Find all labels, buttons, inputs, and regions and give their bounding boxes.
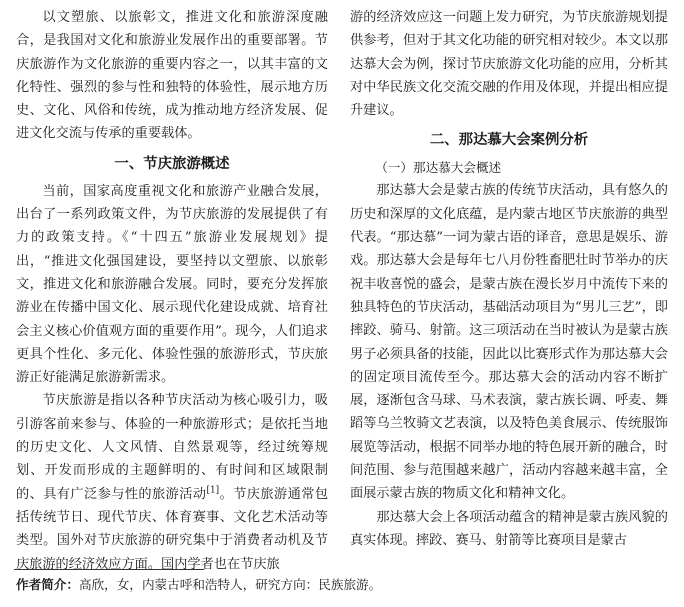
left-column	[16, 6, 328, 576]
naadam-spirit-paragraph: 那达慕大会上各项活动蕴含的精神是蒙古族风貌的真实体现。摔跤、赛马、射箭等比赛项目是蒙古	[350, 509, 668, 548]
continued-paragraph: 游的经济效应这一问题上发力研究，为节庆旅游规划提供参考，但对于其文化功能的研究相对较少。本文以那达慕大会为例，探讨节庆旅游文化功能的应用，分析其对中华民族文化交流交融的作用及体现，并提出相应提升建议。	[350, 10, 668, 119]
definition-paragraph	[16, 389, 328, 575]
right-column	[350, 6, 668, 552]
author-bio-label: 作者简介：	[16, 577, 79, 592]
author-footnote	[16, 575, 676, 595]
section-heading-festival-tourism-overview: 一、节庆旅游概述	[114, 155, 230, 172]
section-heading-naadam-case-study: 二、那达慕大会案例分析	[429, 132, 589, 149]
naadam-overview-paragraph: 那达慕大会是蒙古族的传统节庆活动，具有悠久的历史和深厚的文化底蕴，是内蒙古地区节庆旅游的典型代表。“那达慕”一词为蒙古语的译音，意思是娱乐、游戏。那达慕大会是每年七八月份牲畜肥壮时节举办的庆祝丰收喜悦的盛会，是蒙古族在漫长岁月中流传下来的独具特色的节庆活动，基础活动项目为“男儿三艺”，即摔跤、骑马、射箭。这三项活动在当时被认为是蒙古族男子必须具备的技能，因此以比赛形式作为那达慕大会的固定项目流传至今。那达慕大会的活动内容不断扩展，逐渐包含马球、马术表演，蒙古族长调、呼麦、舞蹈等乌兰牧骑文艺表演，以及特色美食展示、传统服饰展览等活动，根据不同举办地的特色展开新的融合，时间范围、参与范围越来越广，活动内容越来越丰富，全面展示蒙古族的物质文化和精神文化。	[350, 183, 668, 502]
policy-paragraph: 当前，国家高度重视文化和旅游产业融合发展，出台了一系列政策文件，为节庆旅游的发展提供了有力的政策支持。《“十四五”旅游业发展规划》提出，“推进文化强国建设，要坚持以文塑旅、以旅彰文，推进文化和旅游融合发展。同时，要充分发挥旅游业在传播中国文化、展示现代化建设成就、培育社会主义核心价值观方面的重要作用”。现今，人们追求更具个性化、多元化、体验性强的旅游形式，节庆旅游正好能满足旅游新需求。	[16, 183, 328, 386]
citation-reference[interactable]: [1]	[206, 485, 220, 496]
author-bio-text: 高欣，女，内蒙古呼和浩特人，研究方向：民族旅游。	[78, 577, 382, 592]
subsection-heading-naadam-overview: （一）那达慕大会概述	[375, 160, 502, 176]
definition-text-continued: 。节庆旅游通常包括传统节日、现代节庆、体育赛事、文化艺术活动等类型。国外对节庆旅游的研究集中于消费者动机及节庆旅游的经济效应方面。国内学者也在节庆旅	[16, 486, 329, 572]
intro-paragraph: 以文塑旅、以旅彰文，推进文化和旅游深度融合，是我国对文化和旅游业发展作出的重要部署。节庆旅游作为文化旅游的重要内容之一，以其丰富的文化特性、强烈的参与性和独特的体验性，展示地方历史、文化、风俗和传统，成为推动地方经济发展、促进文化交流与传承的重要载体。	[16, 10, 328, 142]
footnote-divider	[14, 569, 204, 570]
definition-text: 节庆旅游是指以各种节庆活动为核心吸引力，吸引游客前来参与、体验的一种旅游形式；是依托当地的历史文化、人文风情、自然景观等，经过统筹规划、开发而形成的主题鲜明的、有时间和区域限制的、具有广泛参与性的旅游活动	[16, 393, 328, 502]
